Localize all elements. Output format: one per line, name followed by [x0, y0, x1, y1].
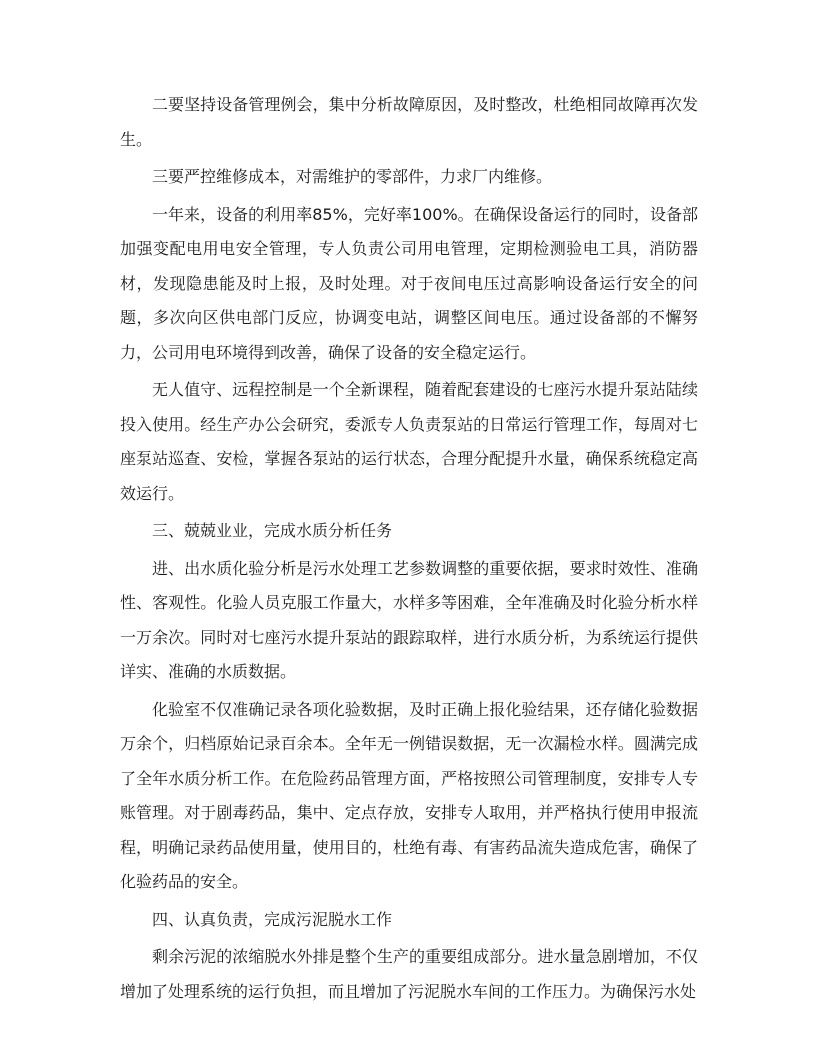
paragraph-sludge-dewatering: 剩余污泥的浓缩脱水外排是整个生产的重要组成部分。进水量急剧增加，不仅增加了处理系统的运行负担，而且增加了污泥脱水车间的工作压力。为确保污水处: [120, 947, 698, 1001]
paragraph-laboratory-records: 化验室不仅准确记录各项化验数据，及时正确上报化验结果，还存储化验数据万余个，归档原始记录百余本。全年无一例错误数据，无一次漏检水样。圆满完成了全年水质分析工作。在危险药品管理方面，严格按照公司管理制度，安排专人专账管理。对于剧毒药品，集中、定点存放，安排专人取用，并严格执行使用申报流程，明确记录药品使用量，使用目的，杜绝有毒、有害药品流失造成危害，确保了化验药品的安全。: [120, 699, 698, 891]
paragraph-equipment-utilization: 一年来，设备的利用率85%，完好率100%。在确保设备运行的同时，设备部加强变配电用电安全管理，专人负责公司用电管理，定期检测验电工具，消防器材，发现隐患能及时上报，及时处理。对于夜间电压过高影响设备运行安全的问题，多次向区供电部门反应，协调变电站，调整区间电压。通过设备部的不懈努力，公司用电环境得到改善，确保了设备的安全稳定运行。: [120, 204, 698, 362]
document-page: [120, 88, 698, 1012]
section-heading-sludge-dewatering: 四、认真负责，完成污泥脱水工作: [152, 909, 393, 929]
section-heading-water-quality: 三、兢兢业业，完成水质分析任务: [152, 521, 393, 540]
paragraph-pump-stations: 无人值守、远程控制是一个全新课程，随着配套建设的七座污水提升泵站陆续投入使用。经生产办公会研究，委派专人负责泵站的日常运行管理工作，每周对七座泵站巡查、安检，掌握各泵站的运行状态，合理分配提升水量，确保系统稳定高效运行。: [120, 380, 698, 503]
paragraph-equipment-meeting: 二要坚持设备管理例会，集中分析故障原因，及时整改，杜绝相同故障再次发生。: [120, 95, 698, 149]
paragraph-water-analysis: 进、出水质化验分析是污水处理工艺参数调整的重要依据，要求时效性、准确性、客观性。化验人员克服工作量大，水样多等困难，全年准确及时化验分析水样一万余次。同时对七座污水提升泵站的跟踪取样，进行水质分析，为系统运行提供详实、准确的水质数据。: [120, 558, 698, 681]
paragraph-maintenance-cost: 三要严控维修成本，对需维护的零部件，力求厂内维修。: [152, 167, 553, 186]
